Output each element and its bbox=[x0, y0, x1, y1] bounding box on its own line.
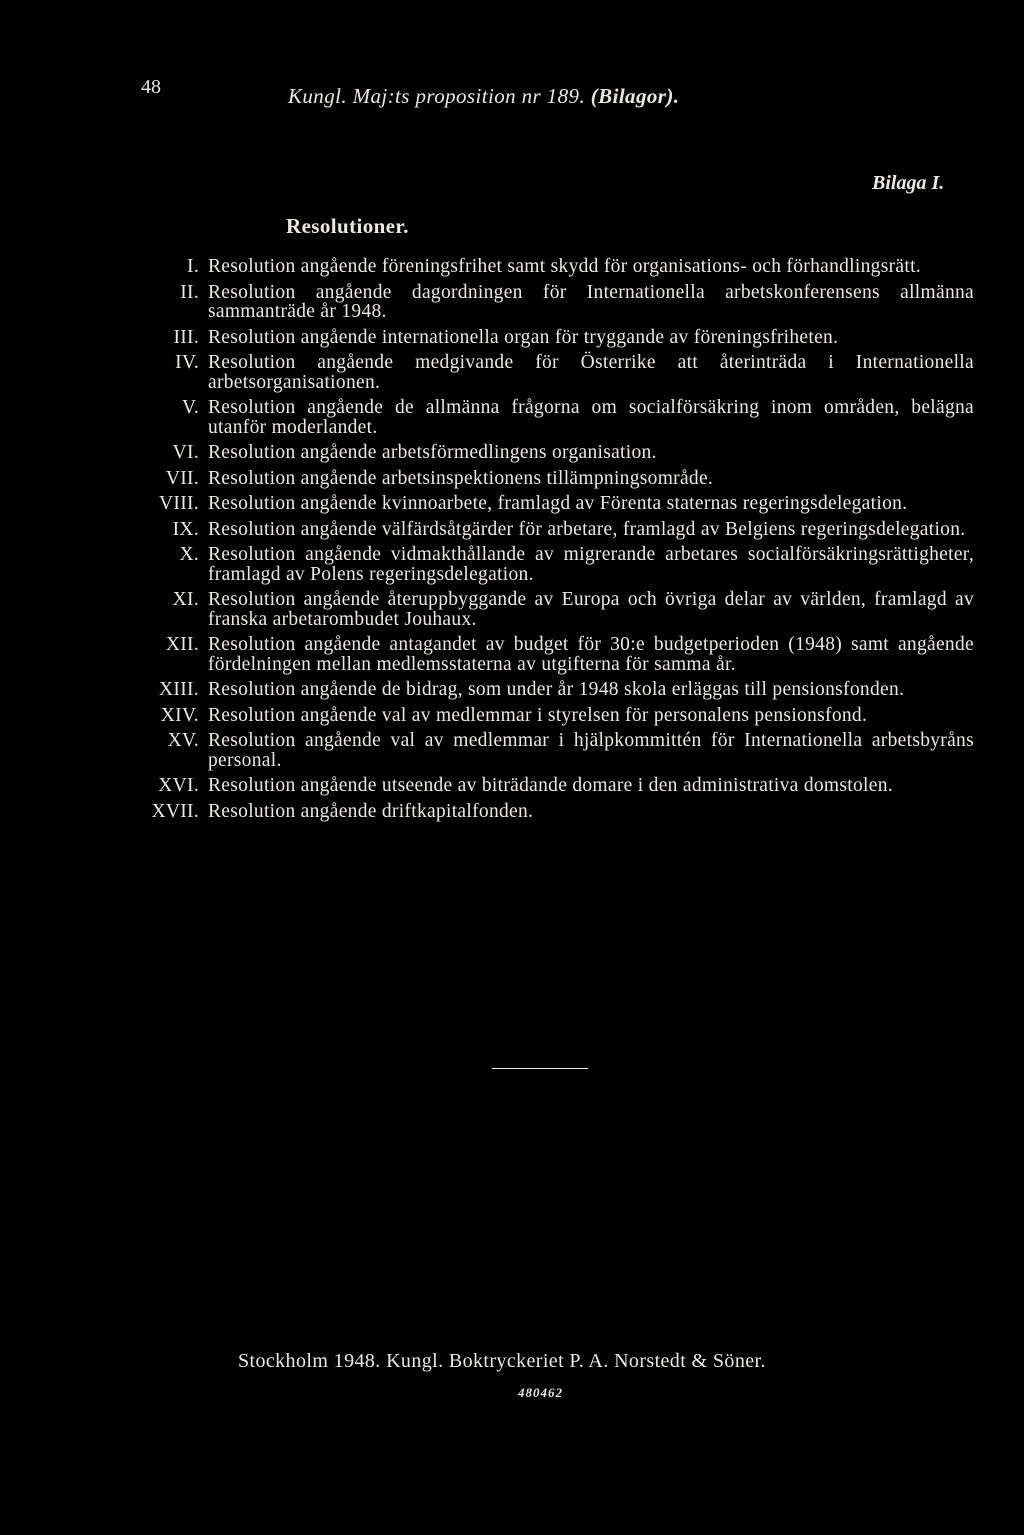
resolution-number: XV. bbox=[167, 730, 199, 751]
running-head-title: Kungl. Maj:ts proposition nr 189. bbox=[288, 84, 586, 108]
resolution-item bbox=[140, 328, 974, 348]
resolution-item bbox=[140, 443, 974, 463]
resolution-text: Resolution angående de bidrag, som under år 1948 skola erläggas till pensionsfonden. bbox=[208, 679, 905, 700]
resolution-item bbox=[140, 520, 974, 540]
running-head-suffix: (Bilagor). bbox=[590, 84, 680, 108]
resolution-item bbox=[140, 590, 974, 629]
resolution-number: VIII. bbox=[159, 493, 199, 514]
resolution-number: XIV. bbox=[160, 704, 199, 726]
resolution-item bbox=[140, 545, 974, 584]
resolution-number: V. bbox=[181, 397, 199, 418]
resolution-text: Resolution angående välfärdsåtgärder för arbetare, framlagd av Belgiens regeringsdelegation. bbox=[208, 518, 966, 540]
resolution-text: Resolution angående dagordningen för Internationella arbetskonferensens allmänna sammanträde år 1948. bbox=[208, 281, 974, 322]
resolution-text: Resolution angående kvinnoarbete, framlagd av Förenta staternas regeringsdelegation. bbox=[208, 493, 908, 514]
resolution-text: Resolution angående vidmakthållande av migrerande arbetares socialförsäkringsrättigheter, framlagd av Polens regeringsdelegation. bbox=[208, 544, 974, 585]
resolution-number: I. bbox=[187, 256, 199, 277]
resolution-item bbox=[140, 802, 974, 822]
resolution-text: Resolution angående arbetsförmedlingens organisation. bbox=[208, 442, 657, 463]
section-title: Resolutioner. bbox=[286, 214, 409, 238]
resolution-item bbox=[140, 283, 974, 322]
resolution-text: Resolution angående medgivande för Österrike att återinträda i Internationella arbetsorganisationen. bbox=[208, 352, 974, 393]
resolution-item bbox=[140, 469, 974, 489]
print-number: 480462 bbox=[518, 1385, 563, 1400]
resolution-item bbox=[140, 398, 974, 437]
resolution-number: II. bbox=[180, 281, 199, 303]
resolution-item bbox=[140, 635, 974, 674]
resolution-item bbox=[140, 706, 974, 726]
resolution-number: XVI. bbox=[158, 775, 199, 796]
resolution-list bbox=[140, 257, 974, 827]
resolution-item bbox=[140, 494, 974, 514]
resolution-number: XI. bbox=[172, 589, 199, 610]
resolution-number: XIII. bbox=[159, 679, 199, 700]
resolution-item bbox=[140, 731, 974, 770]
resolution-number: VII. bbox=[165, 467, 199, 489]
resolution-number: XII. bbox=[165, 634, 199, 655]
appendix-label: Bilaga I. bbox=[872, 172, 945, 194]
resolution-text: Resolution angående de allmänna frågorna om socialförsäkring inom områden, belägna utanför moderlandet. bbox=[208, 397, 974, 438]
resolution-text: Resolution angående val av medlemmar i styrelsen för personalens pensionsfond. bbox=[208, 704, 868, 726]
resolution-number: XVII. bbox=[151, 800, 199, 822]
resolution-item bbox=[140, 776, 974, 796]
horizontal-rule bbox=[492, 1068, 588, 1069]
page-number: 48 bbox=[141, 76, 161, 98]
resolution-text: Resolution angående driftkapitalfonden. bbox=[208, 800, 534, 822]
resolution-item bbox=[140, 257, 974, 277]
running-head bbox=[288, 84, 679, 109]
resolution-text: Resolution angående internationella organ för tryggande av föreningsfriheten. bbox=[208, 326, 839, 348]
resolution-text: Resolution angående föreningsfrihet samt skydd för organisations- och förhandlingsrätt. bbox=[208, 256, 921, 277]
resolution-number: IX. bbox=[172, 518, 199, 540]
resolution-number: III. bbox=[173, 326, 199, 348]
resolution-item bbox=[140, 680, 974, 700]
imprint: Stockholm 1948. Kungl. Boktryckeriet P. A. Norstedt & Söner. bbox=[238, 1350, 766, 1372]
resolution-number: IV. bbox=[175, 352, 199, 373]
resolution-text: Resolution angående utseende av biträdande domare i den administrativa domstolen. bbox=[208, 775, 893, 796]
resolution-number: VI. bbox=[172, 442, 199, 463]
resolution-text: Resolution angående återuppbyggande av Europa och övriga delar av världen, framlagd av franska arbetarombudet Jouhaux. bbox=[208, 589, 974, 630]
resolution-text: Resolution angående arbetsinspektionens tillämpningsområde. bbox=[208, 467, 714, 489]
resolution-text: Resolution angående antagandet av budget för 30:e budgetperioden (1948) samt angående fördelningen mellan medlemsstaterna av utgifterna för samma år. bbox=[208, 634, 974, 675]
resolution-number: X. bbox=[179, 544, 199, 565]
resolution-text: Resolution angående val av medlemmar i hjälpkommittén för Internationella arbetsbyråns personal. bbox=[208, 730, 974, 771]
resolution-item bbox=[140, 353, 974, 392]
